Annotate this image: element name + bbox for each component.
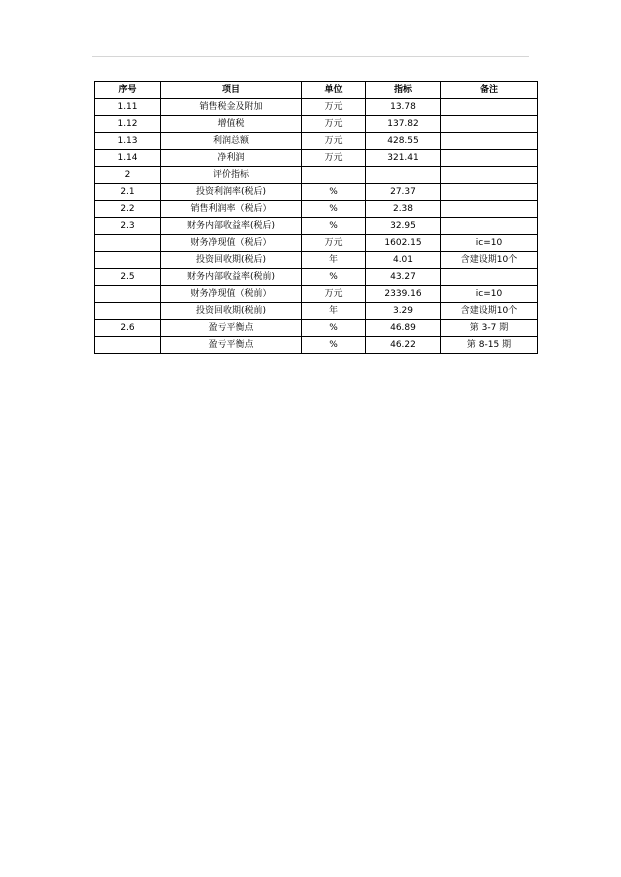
cell-unit: 万元 [302,286,366,303]
table-row [95,184,538,201]
financial-metrics-table [94,81,538,354]
table-row [95,303,538,320]
table-row [95,252,538,269]
cell-value: 46.89 [366,320,441,337]
cell-unit: % [302,201,366,218]
header-seq: 序号 [95,82,161,99]
cell-item: 净利润 [161,150,302,167]
cell-unit: % [302,320,366,337]
table-row [95,116,538,133]
cell-item: 投资利润率(税后) [161,184,302,201]
cell-unit: 万元 [302,116,366,133]
cell-seq: 2.6 [95,320,161,337]
cell-item: 评价指标 [161,167,302,184]
cell-value: 2339.16 [366,286,441,303]
cell-value: 27.37 [366,184,441,201]
table-row [95,269,538,286]
cell-unit: 年 [302,303,366,320]
cell-item: 利润总额 [161,133,302,150]
cell-note: 含建设期10个 [441,303,538,320]
cell-unit: 万元 [302,235,366,252]
cell-unit: % [302,337,366,354]
table-row [95,133,538,150]
cell-note [441,269,538,286]
cell-seq: 1.14 [95,150,161,167]
cell-value: 43.27 [366,269,441,286]
cell-note [441,116,538,133]
cell-note: ic=10 [441,286,538,303]
cell-seq [95,303,161,320]
cell-note [441,133,538,150]
cell-unit: 万元 [302,150,366,167]
cell-item: 财务净现值（税前） [161,286,302,303]
cell-value: 137.82 [366,116,441,133]
cell-note [441,167,538,184]
header-note: 备注 [441,82,538,99]
cell-value: 32.95 [366,218,441,235]
cell-seq [95,337,161,354]
cell-unit: 万元 [302,133,366,150]
cell-value: 4.01 [366,252,441,269]
cell-seq: 2.3 [95,218,161,235]
cell-value: 2.38 [366,201,441,218]
cell-item: 盈亏平衡点 [161,337,302,354]
cell-note: ic=10 [441,235,538,252]
table-header-row [95,82,538,99]
table-row [95,320,538,337]
cell-unit: % [302,184,366,201]
table-row [95,235,538,252]
table-row [95,167,538,184]
cell-note: 第 8-15 期 [441,337,538,354]
header-unit: 单位 [302,82,366,99]
cell-seq: 1.11 [95,99,161,116]
cell-item: 增值税 [161,116,302,133]
cell-note [441,201,538,218]
cell-item: 财务内部收益率(税前) [161,269,302,286]
cell-note [441,99,538,116]
cell-value: 3.29 [366,303,441,320]
cell-item: 投资回收期(税后) [161,252,302,269]
cell-seq [95,252,161,269]
table-row [95,201,538,218]
cell-value [366,167,441,184]
cell-seq: 1.12 [95,116,161,133]
cell-item: 销售利润率（税后） [161,201,302,218]
table-row [95,218,538,235]
cell-item: 销售税金及附加 [161,99,302,116]
cell-seq: 2.5 [95,269,161,286]
table-row [95,150,538,167]
table-row [95,286,538,303]
cell-note: 第 3-7 期 [441,320,538,337]
cell-unit [302,167,366,184]
cell-seq [95,286,161,303]
cell-item: 盈亏平衡点 [161,320,302,337]
cell-item: 财务内部收益率(税后) [161,218,302,235]
cell-seq: 1.13 [95,133,161,150]
cell-unit: 年 [302,252,366,269]
cell-seq: 2 [95,167,161,184]
cell-value: 13.78 [366,99,441,116]
cell-seq [95,235,161,252]
cell-value: 1602.15 [366,235,441,252]
header-value: 指标 [366,82,441,99]
cell-item: 投资回收期(税前) [161,303,302,320]
cell-unit: % [302,269,366,286]
page-header-rule [92,56,529,57]
cell-unit: 万元 [302,99,366,116]
cell-seq: 2.2 [95,201,161,218]
table-row [95,99,538,116]
cell-value: 321.41 [366,150,441,167]
table-body [95,99,538,354]
cell-value: 428.55 [366,133,441,150]
cell-note: 含建设期10个 [441,252,538,269]
cell-note [441,184,538,201]
cell-note [441,150,538,167]
header-item: 项目 [161,82,302,99]
cell-value: 46.22 [366,337,441,354]
cell-unit: % [302,218,366,235]
cell-seq: 2.1 [95,184,161,201]
cell-note [441,218,538,235]
table-row [95,337,538,354]
cell-item: 财务净现值（税后） [161,235,302,252]
